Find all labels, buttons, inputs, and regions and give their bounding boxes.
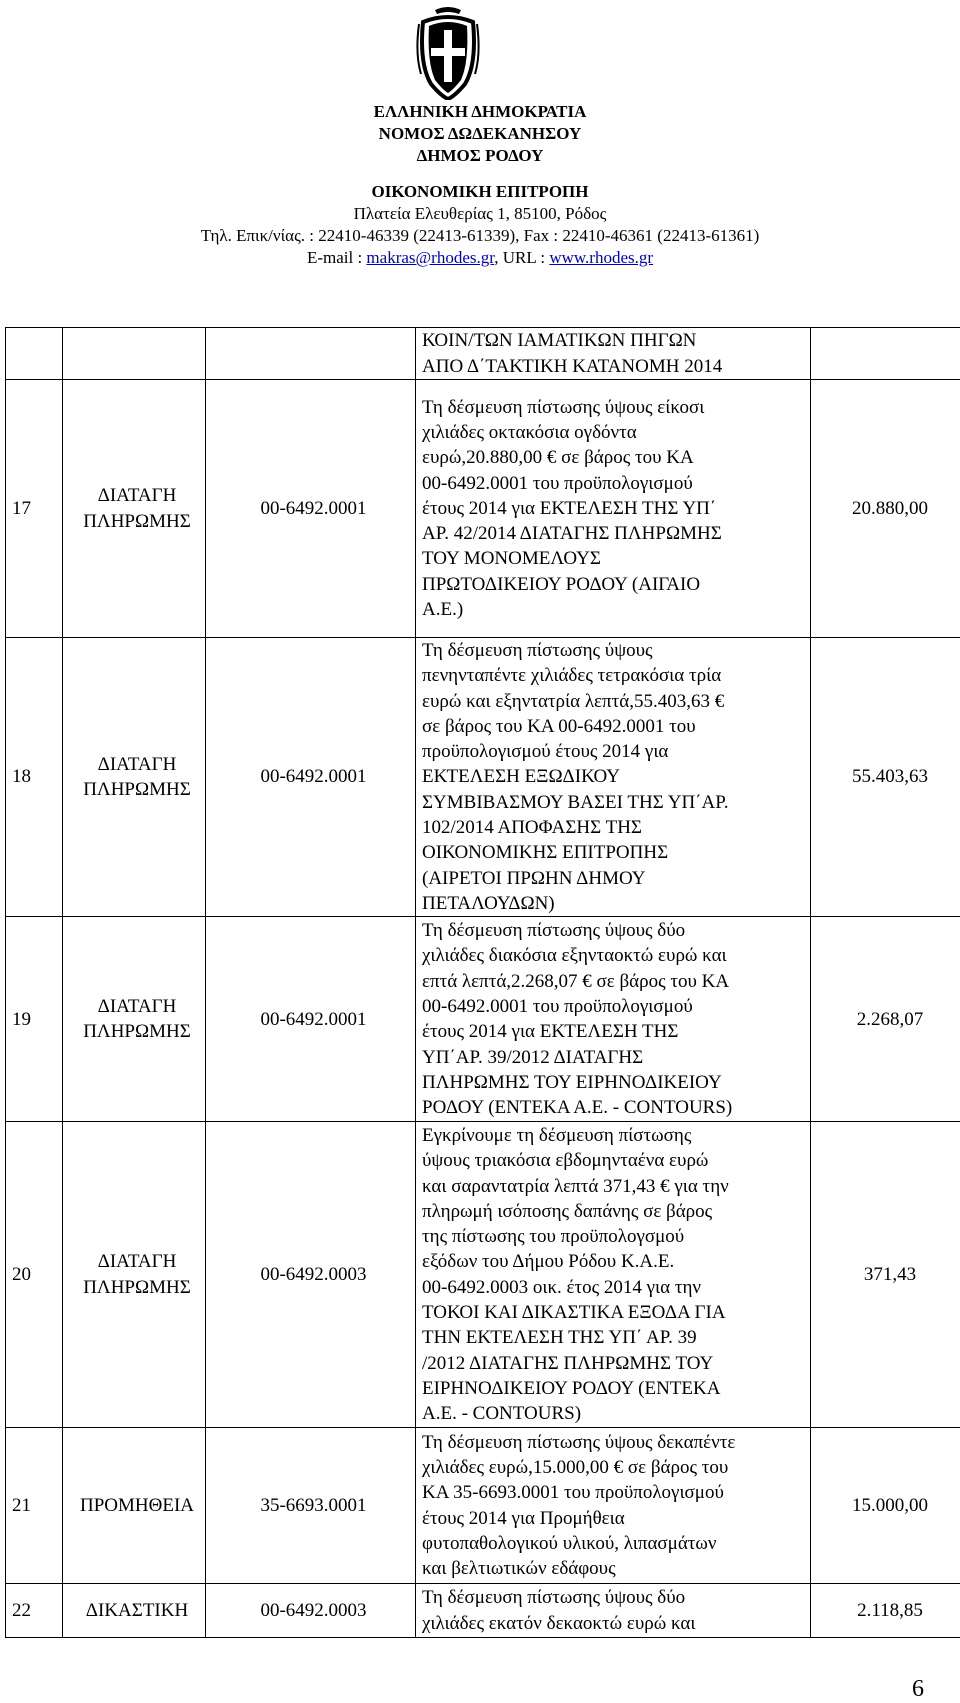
row-description — [416, 380, 811, 638]
description-line: ΠΕΤΑΛΟΥΔΩΝ) — [422, 892, 555, 914]
description-line: φυτοπαθολογικού υλικού, λιπασμάτων — [422, 1533, 717, 1555]
row-number: 20 — [6, 1122, 63, 1428]
description-line: ΑΠΟ Δ΄ΤΑΚΤΙΚΗ ΚΑΤΑΝΟΜΗ 2014 — [422, 355, 723, 377]
description-line: 102/2014 ΑΠΟΦΑΣΗΣ ΤΗΣ — [422, 817, 642, 839]
row-type-line: ΔΙΚΑΣΤΙΚΗ — [85, 1600, 189, 1622]
description-line: ΕΙΡΗΝΟΔΙΚΕΙΟΥ ΡΟΔΟΥ (ΕΝΤΕΚΑ — [422, 1377, 721, 1399]
row-budget-code: 00-6492.0001 — [206, 380, 416, 638]
table-row — [6, 638, 960, 917]
row-amount: 2.118,85 — [811, 1584, 960, 1638]
description-line: έτους 2014 για ΕΚΤΕΛΕΣΗ ΤΗΣ ΥΠ΄ — [422, 497, 717, 519]
table-row — [6, 917, 960, 1122]
row-number: 18 — [6, 638, 63, 917]
row-amount: 15.000,00 — [811, 1428, 960, 1584]
row-number: 21 — [6, 1428, 63, 1584]
description-line: και σαραντατρία λεπτά 371,43 € για την — [422, 1175, 729, 1197]
description-line: πενηνταπέντε χιλιάδες τετρακόσια τρία — [422, 665, 722, 687]
description-line: χιλιάδες ευρώ,15.000,00 € σε βάρος του — [422, 1457, 729, 1479]
description-line: /2012 ΔΙΑΤΑΓΗΣ ΠΛΗΡΩΜΗΣ ΤΟΥ — [422, 1352, 714, 1374]
table-row — [6, 1584, 960, 1638]
description-line: χιλιάδες οκτακόσια ογδόντα — [422, 421, 637, 443]
row-type — [63, 328, 206, 380]
description-line: έτους 2014 για ΕΚΤΕΛΕΣΗ ΤΗΣ — [422, 1021, 679, 1043]
row-amount: 20.880,00 — [811, 380, 960, 638]
email-link[interactable]: makras@rhodes.gr — [366, 248, 495, 267]
description-line: Εγκρίνουμε τη δέσμευση πίστωσης — [422, 1124, 692, 1146]
row-type-line: ΔΙΑΤΑΓΗ — [97, 1251, 177, 1273]
row-budget-code: 00-6492.0001 — [206, 917, 416, 1122]
row-budget-code: 35-6693.0001 — [206, 1428, 416, 1584]
row-number: 19 — [6, 917, 63, 1122]
description-line: ΑΡ. 42/2014 ΔΙΑΤΑΓΗΣ ΠΛΗΡΩΜΗΣ — [422, 523, 722, 545]
row-type — [63, 917, 206, 1122]
row-type-line: ΠΛΗΡΩΜΗΣ — [83, 1276, 191, 1298]
description-line: Α.Ε.) — [422, 599, 464, 621]
row-type-line: ΠΛΗΡΩΜΗΣ — [83, 779, 191, 801]
page-number: 6 — [912, 1676, 924, 1702]
row-type-line: ΔΙΑΤΑΓΗ — [97, 995, 177, 1017]
header-address: Πλατεία Ελευθερίας 1, 85100, Ρόδος — [353, 204, 607, 223]
row-description — [416, 1428, 811, 1584]
table-row — [6, 380, 960, 638]
description-line: ΡΟΔΟΥ (ΕΝΤΕΚΑ Α.Ε. - CONTOURS) — [422, 1097, 733, 1119]
url-label: , URL : — [494, 248, 550, 267]
row-budget-code: 00-6492.0003 — [206, 1584, 416, 1638]
row-type — [63, 1122, 206, 1428]
description-line: 00-6492.0001 του προϋπολογισμού — [422, 995, 693, 1017]
row-type-line: ΠΛΗΡΩΜΗΣ — [83, 510, 191, 532]
commitments-table — [5, 327, 960, 1638]
description-line: Τη δέσμευση πίστωσης ύψους δεκαπέντε — [422, 1431, 736, 1453]
description-line: Τη δέσμευση πίστωσης ύψους είκοσι — [422, 396, 705, 418]
row-description — [416, 328, 811, 380]
description-line: ΤΟΥ ΜΟΝΟΜΕΛΟΥΣ — [422, 548, 601, 570]
description-line: ΕΚΤΕΛΕΣΗ ΕΞΩΔΙΚΟΥ — [422, 766, 621, 788]
row-budget-code — [206, 328, 416, 380]
description-line: της πίστωσης του προϋπολογσμού — [422, 1226, 685, 1248]
description-line: πληρωμή ισόποσης δαπάνης σε βάρος — [422, 1200, 713, 1222]
row-number: 22 — [6, 1584, 63, 1638]
row-budget-code: 00-6492.0001 — [206, 638, 416, 917]
row-description — [416, 917, 811, 1122]
url-link[interactable]: www.rhodes.gr — [549, 248, 654, 267]
description-line: εξόδων του Δήμου Ρόδου Κ.Α.Ε. — [422, 1251, 675, 1273]
row-description — [416, 1584, 811, 1638]
description-line: και βελτιωτικών εδάφους — [422, 1558, 616, 1580]
row-type-line: ΔΙΑΤΑΓΗ — [97, 485, 177, 507]
description-line: ΟΙΚΟΝΟΜΙΚΗΣ ΕΠΙΤΡΟΠΗΣ — [422, 842, 669, 864]
description-line: 00-6492.0001 του προϋπολογισμού — [422, 472, 693, 494]
description-line: 00-6492.0003 οικ. έτος 2014 για την — [422, 1276, 702, 1298]
description-line: ΚΑ 35-6693.0001 του προϋπολογισμού — [422, 1482, 724, 1504]
table-row — [6, 1428, 960, 1584]
description-line: ευρώ,20.880,00 € σε βάρος του ΚΑ — [422, 447, 694, 469]
row-type — [63, 1584, 206, 1638]
description-line: ευρώ και εξηντατρία λεπτά,55.403,63 € — [422, 690, 725, 712]
row-description — [416, 1122, 811, 1428]
row-description — [416, 638, 811, 917]
description-line: (ΑΙΡΕΤΟΙ ΠΡΩΗΝ ΔΗΜΟΥ — [422, 867, 646, 889]
description-line: ΤΟΚΟΙ ΚΑΙ ΔΙΚΑΣΤΙΚΑ ΕΞΟΔΑ ΓΙΑ — [422, 1302, 726, 1324]
description-line: ΠΛΗΡΩΜΗΣ ΤΟΥ ΕΙΡΗΝΟΔΙΚΕΙΟΥ — [422, 1071, 722, 1093]
row-number — [6, 328, 63, 380]
table-row — [6, 1122, 960, 1428]
header-phone: Τηλ. Επικ/νίας. : 22410-46339 (22413-61339), Fax : 22410-46361 (22413-61361) — [200, 226, 760, 245]
description-line: ΠΡΩΤΟΔΙΚΕΙΟΥ ΡΟΔΟΥ (ΑΙΓΑΙΟ — [422, 573, 701, 595]
header-prefecture: ΝΟΜΟΣ ΔΩΔΕΚΑΝΗΣΟΥ — [378, 124, 582, 143]
description-line: ύψους τριακόσια εβδομηνταένα ευρώ — [422, 1150, 709, 1172]
row-amount: 2.268,07 — [811, 917, 960, 1122]
description-line: Α.Ε. - CONTOURS) — [422, 1403, 582, 1425]
description-line: προϋπολογισμού έτους 2014 για — [422, 741, 669, 763]
description-line: ΚΟΙΝ/ΤΩΝ ΙΑΜΑΤΙΚΩΝ ΠΗΓΩΝ — [422, 330, 697, 352]
description-line: ΤΗΝ ΕΚΤΕΛΕΣΗ ΤΗΣ ΥΠ΄ ΑΡ. 39 — [422, 1327, 697, 1349]
row-amount — [811, 328, 960, 380]
row-type-line: ΠΛΗΡΩΜΗΣ — [83, 1021, 191, 1043]
row-type-line: ΠΡΟΜΗΘΕΙΑ — [80, 1495, 194, 1517]
description-line: σε βάρος του ΚΑ 00-6492.0001 του — [422, 715, 696, 737]
description-line: επτά λεπτά,2.268,07 € σε βάρος του ΚΑ — [422, 970, 730, 992]
row-type — [63, 380, 206, 638]
description-line: έτους 2014 για Προμήθεια — [422, 1507, 625, 1529]
row-budget-code: 00-6492.0003 — [206, 1122, 416, 1428]
row-amount: 55.403,63 — [811, 638, 960, 917]
header-municipality: ΔΗΜΟΣ ΡΟΔΟΥ — [416, 146, 544, 165]
header-republic: ΕΛΛΗΝΙΚΗ ΔΗΜΟΚΡΑΤΙΑ — [373, 102, 587, 121]
description-line: Τη δέσμευση πίστωσης ύψους — [422, 640, 653, 661]
description-line: χιλιάδες διακόσια εξηνταοκτώ ευρώ και — [422, 945, 727, 967]
greek-coat-of-arms-icon — [415, 4, 481, 100]
description-line: ΣΥΜΒΙΒΑΣΜΟΥ ΒΑΣΕΙ ΤΗΣ ΥΠ΄ΑΡ. — [422, 791, 729, 813]
table-row — [6, 328, 960, 380]
row-type — [63, 638, 206, 917]
description-line: χιλιάδες εκατόν δεκαοκτώ ευρώ και — [422, 1612, 696, 1634]
row-type-line: ΔΙΑΤΑΓΗ — [97, 753, 177, 775]
row-amount: 371,43 — [811, 1122, 960, 1428]
description-line: ΥΠ΄ΑΡ. 39/2012 ΔΙΑΤΑΓΗΣ — [422, 1046, 644, 1068]
row-number: 17 — [6, 380, 63, 638]
header-committee: ΟΙΚΟΝΟΜΙΚΗ ΕΠΙΤΡΟΠΗ — [371, 182, 589, 201]
row-type — [63, 1428, 206, 1584]
email-label: E-mail : — [306, 248, 367, 267]
description-line: Τη δέσμευση πίστωσης ύψους δύο — [422, 920, 686, 942]
header-contact — [0, 247, 960, 269]
description-line: Τη δέσμευση πίστωσης ύψους δύο — [422, 1587, 686, 1609]
